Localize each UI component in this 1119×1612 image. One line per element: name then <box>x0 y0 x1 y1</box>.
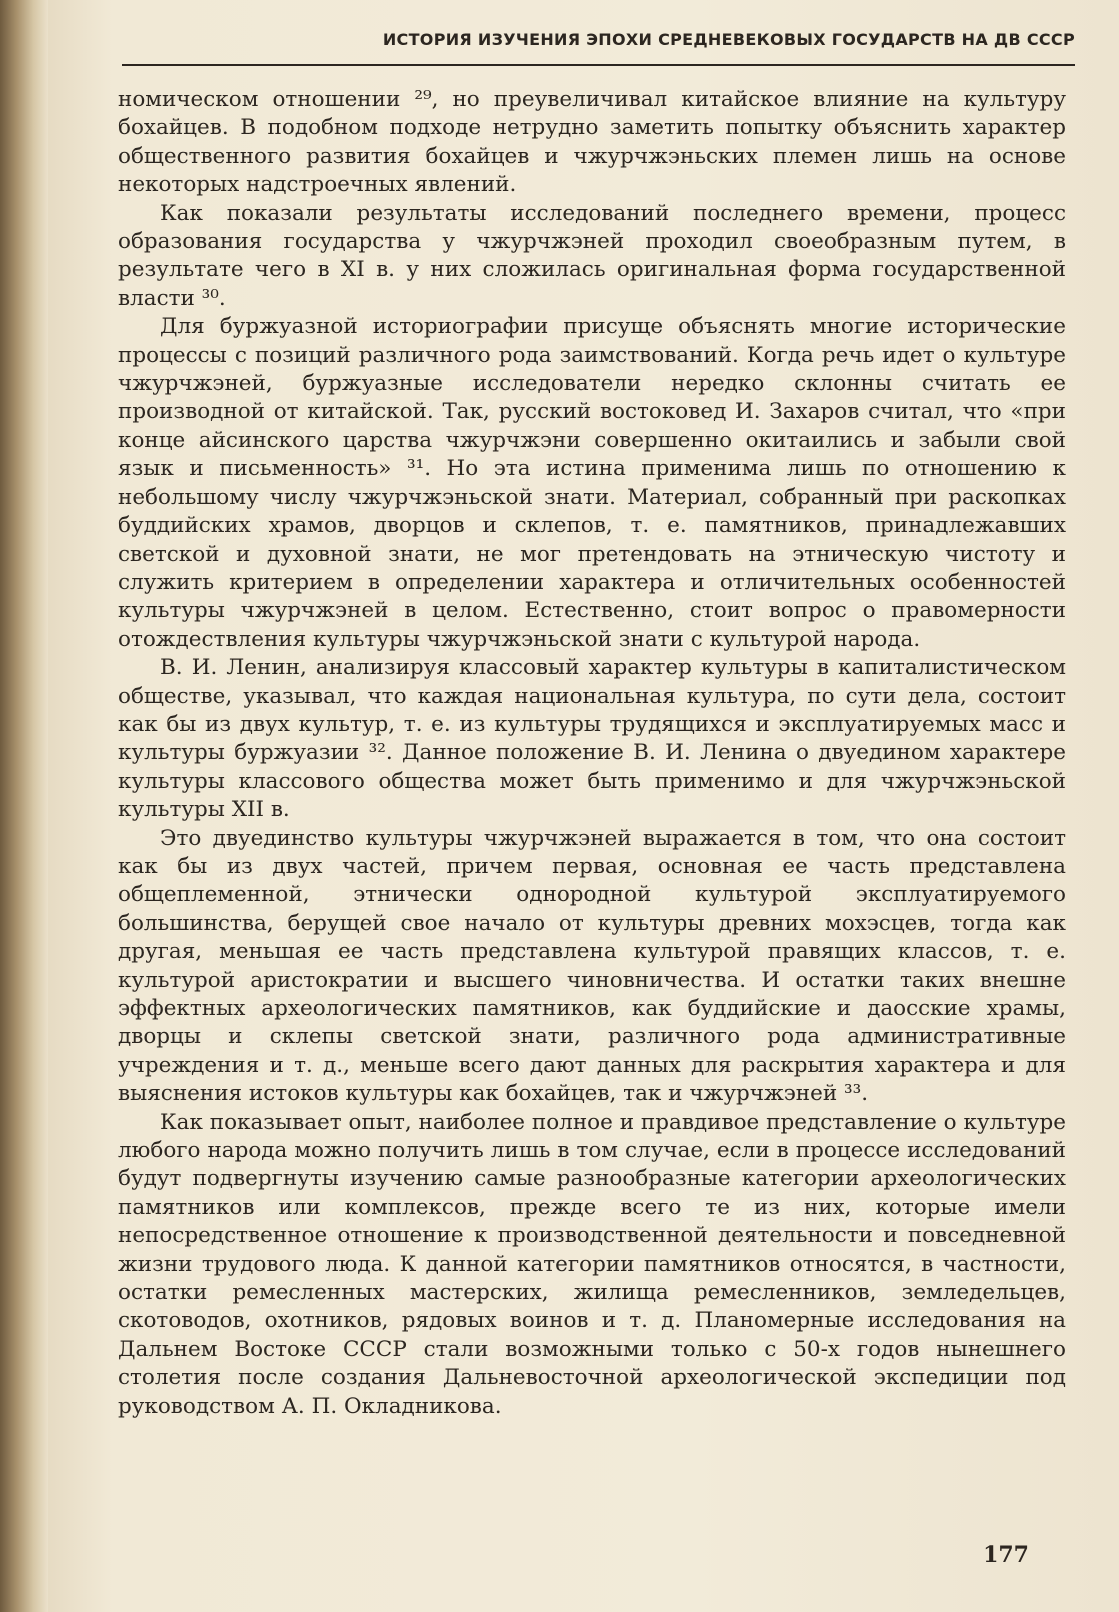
header-rule <box>122 64 1075 66</box>
running-header: ИСТОРИЯ ИЗУЧЕНИЯ ЭПОХИ СРЕДНЕВЕКОВЫХ ГОСУДАРСТВ НА ДВ СССР <box>382 30 1075 49</box>
paragraph-2: Как показали результаты исследований последнего времени, процесс образования государства у чжурчжэней проходил своеобразным путем, в результате чего в XI в. у них сложилась оригинальная форма государственной власти ³⁰. <box>118 200 1066 311</box>
paragraph-3: Для буржуазной историографии присуще объяснять многие исторические процессы с позиций различного рода заимствований. Когда речь идет о культуре чжурчжэней, буржуазные исследователи нередко склонны считать ее производной от китайской. Так, русский востоковед И. Захаров считал, что «при конце айсинского царства чжурчжэни совершенно окитаились и забыли свой язык и письменность» ³¹. Но эта истина применима лишь по отношению к небольшому числу чжурчжэньской знати. Материал, собранный при раскопках буддийских храмов, дворцов и склепов, т. е. памятников, принадлежавших светской и духовной знати, не мог претендовать на этническую чистоту и служить критерием в определении характера и отличительных особенностей культуры чжурчжэней в целом. Естественно, стоит вопрос о правомерности отождествления культуры чжурчжэньской знати с культурой народа. <box>118 314 1066 652</box>
paragraph-1: номическом отношении ²⁹, но преувеличивал китайское влияние на культуру бохайцев. В подобном подходе нетрудно заметить попытку объяснить характер общественного развития бохайцев и чжурчжэньских племен лишь на основе некоторых надстроечных явлений. <box>118 87 1066 198</box>
page-number: 177 <box>983 1542 1029 1568</box>
paragraph-6: Как показывает опыт, наиболее полное и правдивое представление о культуре любого народа можно получить лишь в том случае, если в процессе исследований будут подвергнуты изучению самые разнообразные категории археологических памятников или комплексов, прежде всего те из них, которые имели непосредственное отношение к производственной деятельности и повседневной жизни трудового люда. К данной категории памятников относятся, в частности, остатки ремесленных мастерских, жилища ремесленников, земледельцев, скотоводов, охотников, рядовых воинов и т. д. Планомерные исследования на Дальнем Востоке СССР стали возможными только с 50-х годов нынешнего столетия после создания Дальневосточной археологической экспедиции под руководством А. П. Окладникова. <box>118 1109 1066 1419</box>
paragraph-5: Это двуединство культуры чжурчжэней выражается в том, что она состоит как бы из двух частей, причем первая, основная ее часть представлена общеплеменной, этнически однородной культурой эксплуатируемого большинства, берущей свое начало от культуры древних мохэсцев, тогда как другая, меньшая ее часть представлена культурой правящих классов, т. е. культурой аристократии и высшего чиновничества. И остатки таких внешне эффектных археологических памятников, как буддийские и даосские храмы, дворцы и склепы светской знати, различного рода административные учреждения и т. д., меньше всего дают данных для раскрытия характера и для выяснения истоков культуры как бохайцев, так и чжурчжэней ³³. <box>118 825 1066 1107</box>
book-spine-shadow <box>0 0 48 1612</box>
paragraph-4: В. И. Ленин, анализируя классовый характер культуры в капиталистическом обществе, указывал, что каждая национальная культура, по сути дела, состоит как бы из двух культур, т. е. из культуры трудящихся и эксплуатируемых масс и культуры буржуазии ³². Данное положение В. И. Ленина о двуедином характере культуры классового общества может быть применимо и для чжурчжэньской культуры XII в. <box>118 655 1066 823</box>
body-text <box>118 86 1066 1421</box>
